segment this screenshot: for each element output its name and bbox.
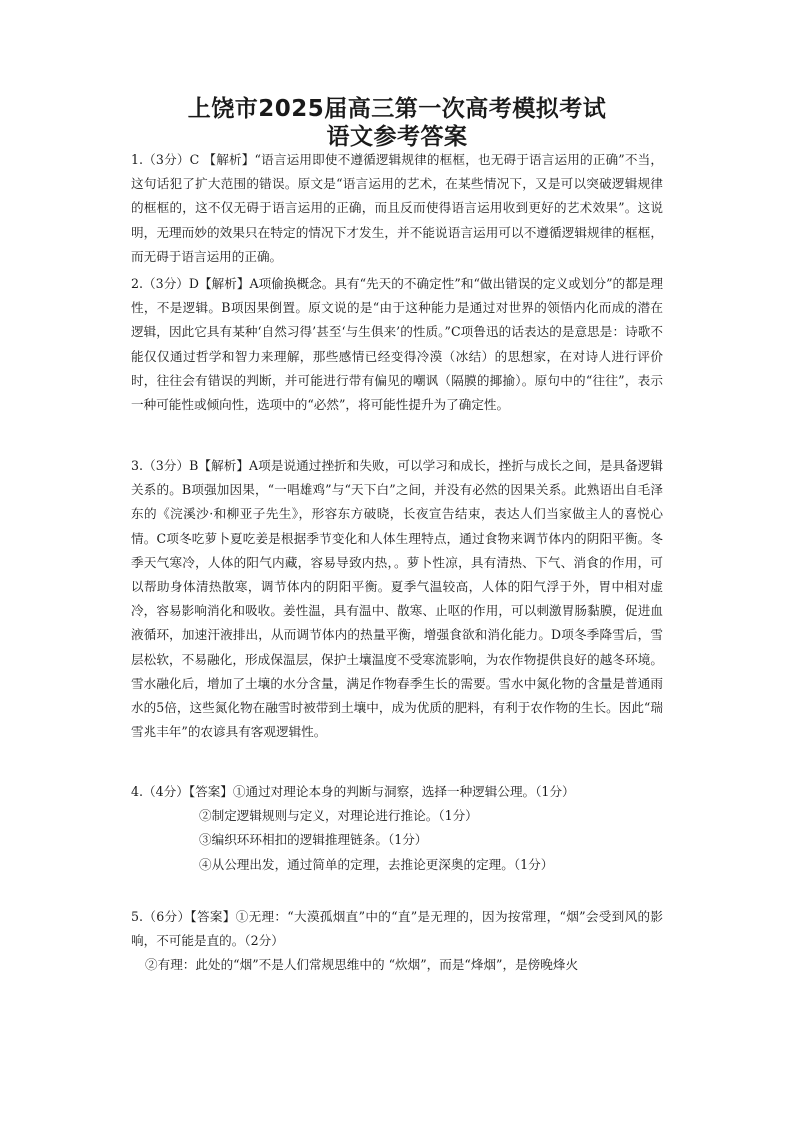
answer-2-paragraph bbox=[131, 272, 663, 417]
answer-2-text: A项偷换概念。具有“先天的不确定性”和“做出错误的定义或划分”的都是理性，不是逻辑。B项因果倒置。原文说的是“由于这种能力是通过对世界的领悟内化而成的潜在逻辑，因此它具有某种‘自然习得’甚至‘与生俱来’的性质。”C项鲁迅的话表达的是意思是：诗歌不能仅仅通过哲学和智力来理解，那些感情已经变得冷漠（冰结）的思想家，在对诗人进行评价时，往往会有错误的判断，并可能进行带有偏见的嘲讽（隔膜的揶揄）。原句中的“往往”，表示一种可能性或倾向性，选项中的“必然”，将可能性提升为了确定性。 bbox=[131, 276, 663, 413]
answer-4-label: 4.（4分）【答案】 bbox=[131, 784, 233, 799]
answer-4-line-1 bbox=[131, 780, 663, 804]
answer-3-text: A项是说通过挫折和失败，可以学习和成长，挫折与成长之间，是具备逻辑关系的。B项强加因果，“一唱雄鸡”与“天下白”之间，并没有必然的因果关系。此熟语出自毛泽东的《浣溪沙·和柳亚子先生》，形容东方破晓，长夜宣告结束，表达人们当家做主人的喜悦心情。C项冬吃萝卜夏吃姜是根据季节变化和人体生理特点，通过食物来调节体内的阴阳平衡。冬季天气寒冷，人体的阳气内藏，容易导致内热，。萝卜性凉，具有清热、下气、消食的作用，可以帮助身体清热散寒，调节体内的阴阳平衡。夏季气温较高，人体的阳气浮于外，胃中相对虚冷，容易影响消化和吸收。姜性温，具有温中、散寒、止呕的作用，可以刺激胃肠黏膜，促进血液循环，加速汗液排出，从而调节体内的热量平衡，增强食欲和消化能力。D项冬季降雪后，雪层松软，不易融化，形成保温层，保护土壤温度不受寒流影响，为农作物提供良好的越冬环境。雪水融化后，增加了土壤的水分含量，满足作物春季生长的需要。雪水中氮化物的含量是普通雨水的5倍，这些氮化物在融雪时被带到土壤中，成为优质的肥料，有利于农作物的生长。因此“瑞雪兆丰年”的农谚具有客观逻辑性。 bbox=[131, 458, 663, 740]
answer-5 bbox=[131, 905, 663, 978]
answer-4-point-3: ③编织环环相扣的逻辑推理链条。（1分） bbox=[199, 832, 428, 848]
answer-1-paragraph bbox=[131, 148, 663, 269]
answer-4-point-4: ④从公理出发，通过简单的定理，去推论更深奥的定理。（1分） bbox=[199, 856, 554, 872]
answer-5-label: 5.（6分）【答案】 bbox=[131, 909, 236, 924]
answer-5-point-2: ②有理：此处的“烟”不是人们常规思维中的 “炊烟”，而是“烽烟”，是傍晚烽火 bbox=[145, 957, 579, 973]
document-title: 上饶市2025届高三第一次高考模拟考试 bbox=[187, 96, 607, 122]
answer-1-label: 1.（3分）C 【解析】 bbox=[131, 152, 255, 167]
answer-1-text: “语言运用即使不遵循逻辑规律的框框，也无碍于语言运用的正确”不当，这句话犯了扩大范围的错误。原文是“语言运用的艺术，在某些情况下，又是可以突破逻辑规律的框框的，这不仅无碍于语言运用的正确，而且反而使得语言运用收到更好的艺术效果”。这说明，无理而妙的效果只在特定的情况下才发生，并不能说语言运用可以不遵循逻辑规律的框框，而无碍于语言运用的正确。 bbox=[131, 152, 663, 264]
answer-2 bbox=[131, 272, 663, 417]
answer-3-label: 3.（3分）B【解析】 bbox=[131, 458, 250, 473]
answer-3-paragraph bbox=[131, 454, 663, 744]
answer-5-point-1: ①无理：“大漠孤烟直”中的“直”是无理的，因为按常理，“烟”会受到风的影响，不可能是直的。（2分） bbox=[131, 909, 663, 949]
answer-3 bbox=[131, 454, 663, 744]
answer-1 bbox=[131, 148, 663, 269]
document-subtitle: 语文参考答案 bbox=[326, 124, 468, 150]
answer-5-paragraph-1 bbox=[131, 905, 663, 953]
answer-4 bbox=[131, 780, 663, 877]
answer-4-point-2: ②制定逻辑规则与定义，对理论进行推论。（1分） bbox=[199, 808, 478, 824]
answer-2-label: 2.（3分）D【解析】 bbox=[131, 276, 250, 291]
answer-4-point-1: ①通过对理论本身的判断与洞察，选择一种逻辑公理。（1分） bbox=[232, 784, 575, 799]
